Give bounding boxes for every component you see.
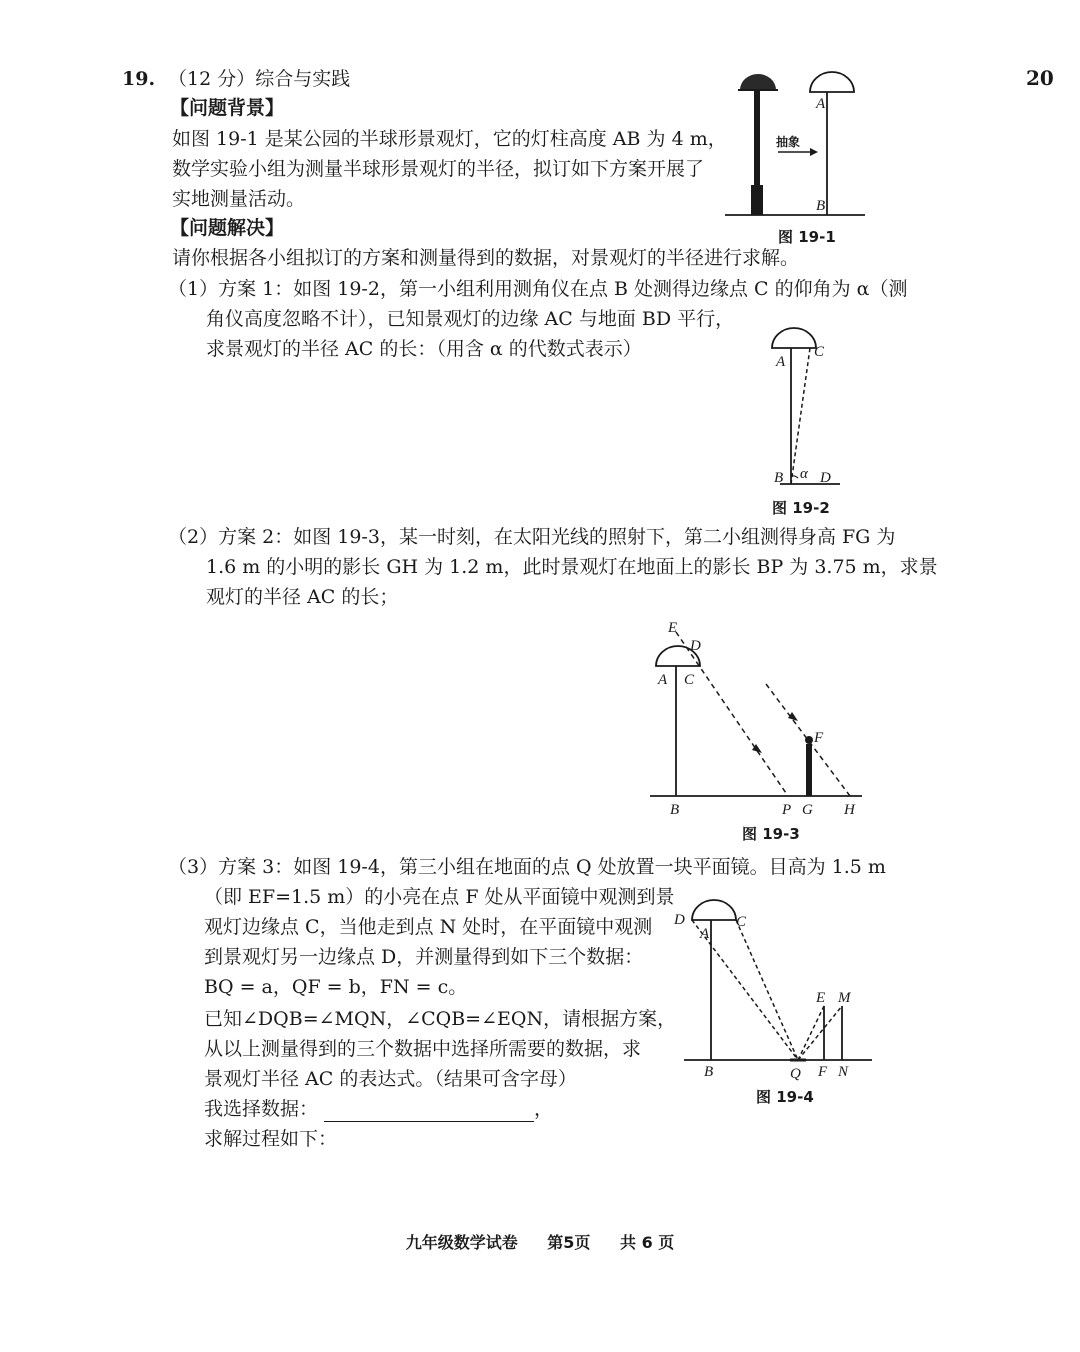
part2-line-3: 观灯的半径 AC 的长；: [206, 586, 399, 608]
page-footer: [0, 1230, 1080, 1253]
part3-line-4: 到景观灯另一边缘点 D，并测量得到如下三个数据：: [204, 946, 644, 968]
fig2-sight-line: [791, 348, 810, 484]
fig4-ray-e: [798, 1006, 824, 1060]
solve-title: 【问题解决】: [170, 217, 285, 239]
fig2-label-a: A: [776, 354, 786, 370]
figure-19-3: [640, 620, 870, 820]
fig4-label-d: D: [674, 912, 685, 928]
fig4-label-e: E: [816, 990, 826, 1006]
part3-line-3: 观灯边缘点 C，当他走到点 N 处时，在平面镜中观测: [204, 916, 653, 938]
background-line-2: 数学实验小组为测量半球形景观灯的半径，拟订如下方案开展了: [172, 158, 705, 180]
page-edge-marker: 20: [1026, 66, 1054, 90]
figure-19-1: [720, 66, 870, 221]
part1-line-2: 角仪高度忽略不计），已知景观灯的边缘 AC 与地面 BD 平行，: [206, 308, 735, 330]
part3-line-1: （3）方案 3：如图 19-4，第三小组在地面的点 Q 处放置一块平面镜。目高为 1.5 m: [168, 856, 886, 878]
fig4-label-n: N: [838, 1064, 849, 1080]
fig3-label-g: G: [802, 802, 813, 818]
footer-exam: 九年级数学试卷: [405, 1233, 518, 1252]
fig1-label-b: B: [816, 198, 826, 214]
fig4-label-a: A: [700, 926, 710, 942]
fig4-dome: [692, 900, 736, 920]
part1-line-3: 求景观灯的半径 AC 的长：（用含 α 的代数式表示）: [206, 338, 642, 360]
fig3-label-b: B: [670, 802, 680, 818]
part1-line-1: （1）方案 1：如图 19-2，第一小组利用测角仪在点 B 处测得边缘点 C 的仰角为 α（测: [168, 278, 908, 300]
fig2-label-d: D: [820, 470, 831, 486]
fig3-label-e: E: [668, 620, 678, 636]
fig1-caption: 图 19-1: [778, 228, 836, 246]
fig1-lamp-pole: [754, 90, 760, 185]
footer-page: 第5页: [547, 1233, 591, 1252]
fig3-ray-lamp: [676, 632, 788, 796]
question-number: 19.: [122, 68, 156, 90]
fig3-label-d: D: [690, 638, 701, 654]
answer-blank[interactable]: [324, 1103, 534, 1122]
fig2-dome: [772, 328, 816, 348]
fig4-label-f: F: [818, 1064, 828, 1080]
choose-data-label: 我选择数据：: [204, 1098, 319, 1120]
part2-line-1: （2）方案 2：如图 19-3，某一时刻，在太阳光线的照射下，第二小组测得身高 FG 为: [168, 526, 896, 548]
figure-19-4: [672, 894, 882, 1084]
fig1-label-a: A: [816, 96, 826, 112]
fig3-label-p: P: [782, 802, 792, 818]
fig2-label-b: B: [774, 470, 784, 486]
fig3-label-f: F: [814, 730, 824, 746]
fig1-abstract-dome: [810, 72, 854, 92]
fig3-label-h: H: [844, 802, 855, 818]
fig4-label-c: C: [736, 914, 747, 930]
fig2-caption: 图 19-2: [772, 499, 830, 517]
fig3-label-a: A: [658, 672, 668, 688]
part3-line-7: 从以上测量得到的三个数据中选择所需要的数据，求: [204, 1038, 642, 1060]
footer-total: 共 6 页: [620, 1233, 675, 1252]
fig3-caption: 图 19-3: [742, 825, 800, 843]
question-header: （12 分）综合与实践: [168, 68, 351, 90]
fig1-arrow-label: 抽象: [776, 135, 801, 149]
fig2-label-alpha: α: [800, 466, 808, 482]
process-label: 求解过程如下：: [204, 1128, 338, 1150]
fig3-person: [806, 744, 812, 796]
fig3-label-c: C: [684, 672, 695, 688]
figure-19-2: [760, 326, 870, 496]
background-title: 【问题背景】: [170, 97, 285, 119]
fig4-label-b: B: [704, 1064, 714, 1080]
fig4-caption: 图 19-4: [756, 1088, 814, 1106]
background-line-1: 如图 19-1 是某公园的半球形景观灯，它的灯柱高度 AB 为 4 m，: [172, 128, 727, 150]
part2-line-2: 1.6 m 的小明的影长 GH 为 1.2 m，此时景观灯在地面上的影长 BP 为 3.75 m，求景: [206, 556, 938, 578]
background-line-3: 实地测量活动。: [172, 188, 306, 210]
part3-line-2: （即 EF=1.5 m）的小亮在点 F 处从平面镜中观测到景: [204, 886, 675, 908]
fig4-label-m: M: [838, 990, 851, 1006]
part3-line-8: 景观灯半径 AC 的表达式。（结果可含字母）: [204, 1068, 577, 1090]
part3-line-5: BQ = a，QF = b，FN = c。: [204, 976, 468, 998]
part3-line-6: 已知∠DQB=∠MQN，∠CQB=∠EQN，请根据方案，: [204, 1008, 677, 1030]
choose-data-comma: ，: [534, 1098, 554, 1120]
choose-data-row: [204, 1096, 553, 1122]
solve-intro: 请你根据各小组拟订的方案和测量得到的数据，对景观灯的半径进行求解。: [172, 247, 800, 269]
fig2-label-c: C: [814, 344, 825, 360]
fig4-label-q: Q: [790, 1066, 801, 1082]
fig1-lamp-dome: [740, 74, 776, 90]
